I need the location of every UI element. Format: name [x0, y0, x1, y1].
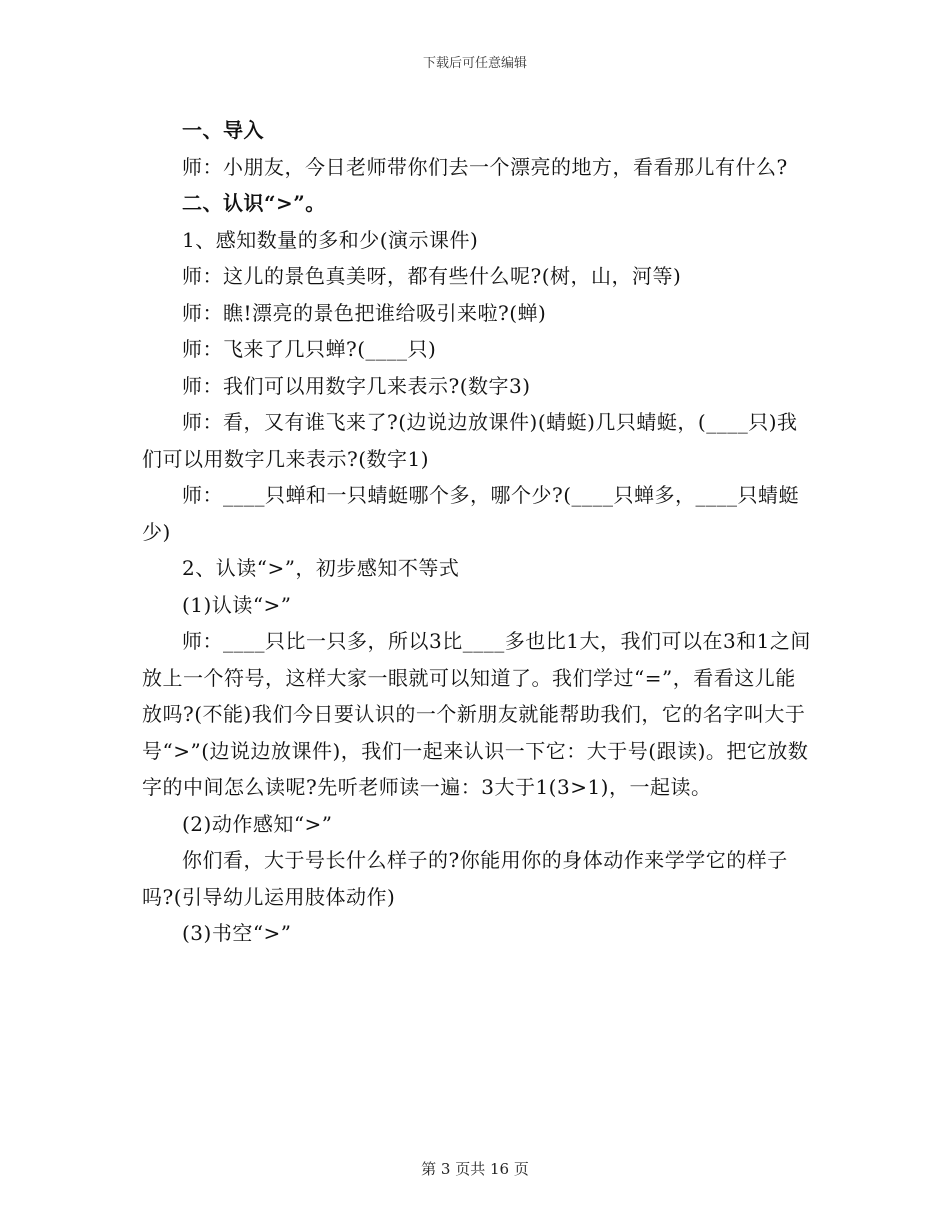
paragraph: (1)认读“>”	[182, 592, 292, 617]
paragraph: (3)书空“>”	[182, 921, 292, 945]
paragraph: (2)动作感知“>”	[182, 811, 333, 836]
section-heading-recognize: 二、认识“>”。	[182, 191, 326, 215]
paragraph: 1、感知数量的多和少(演示课件)	[182, 227, 479, 252]
paragraph: 2、认读“>”，初步感知不等式	[182, 556, 460, 580]
page-header: 下载后可任意编辑	[422, 56, 527, 71]
paragraph: 师：瞧!漂亮的景色把谁给吸引来啦?(蝉)	[182, 300, 547, 325]
paragraph: 师：看，又有谁飞来了?(边说边放课件)(蜻蜓)几只蜻蜓，(____只)我们可以用数字几来表示?(数字1)	[142, 410, 798, 471]
paragraph: 师：我们可以用数字几来表示?(数字3)	[182, 373, 531, 398]
paragraph: 师：小朋友，今日老师带你们去一个漂亮的地方，看看那儿有什么?	[182, 154, 788, 179]
paragraph: 师：飞来了几只蝉?(____只)	[182, 337, 437, 361]
paragraph: 师：____只蝉和一只蜻蜓哪个多，哪个少?(____只蝉多，____只蜻蜓少)	[142, 483, 800, 544]
document-body	[142, 112, 812, 952]
paragraph: 你们看，大于号长什么样子的?你能用你的身体动作来学学它的样子吗?(引导幼儿运用肢体动作)	[142, 848, 788, 909]
page-footer: 第 3 页共 16 页	[421, 1160, 529, 1178]
paragraph: 师：这儿的景色真美呀，都有些什么呢?(树，山，河等)	[182, 264, 682, 288]
paragraph: 师：____只比一只多，所以3比____多也比1大，我们可以在3和1之间放上一个符号，这样大家一眼就可以知道了。我们学过“=”，看看这儿能放吗?(不能)我们今日要认识的一个新朋友就能帮助我们，它的名字叫大于号“>”(边说边放课件)，我们一起来认识一下它：大于号(跟读)。把它放数字的中间怎么读呢?先听老师读一遍：3大于1(3>1)，一起读。	[142, 629, 811, 799]
section-heading-intro: 一、导入	[182, 118, 264, 142]
